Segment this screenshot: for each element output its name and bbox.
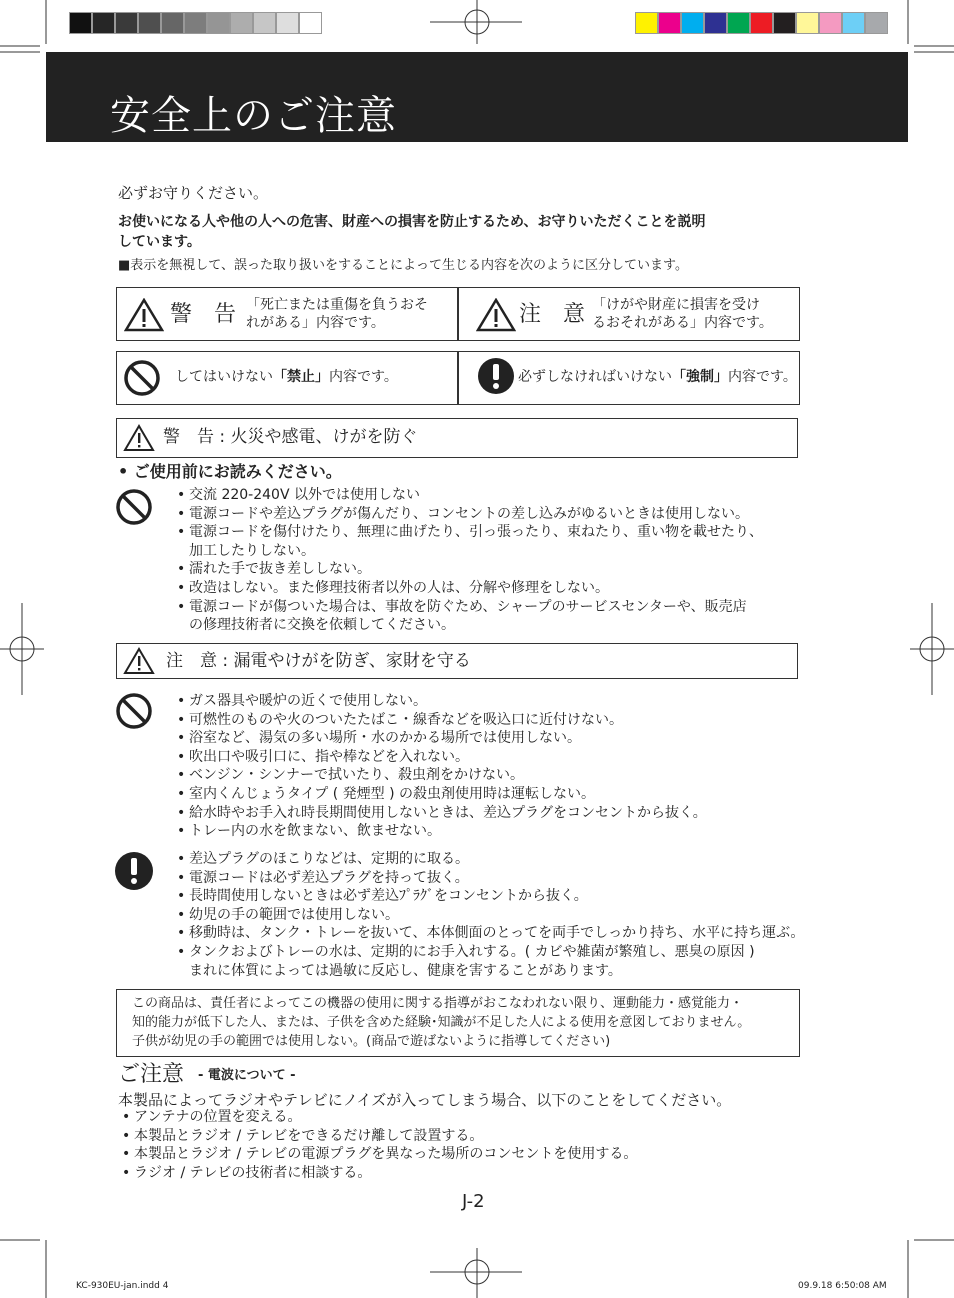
gray-swatch	[92, 12, 115, 34]
list-item: • 可燃性のものや火のついたたばこ・線香などを吸込口に近付けない。	[177, 711, 623, 728]
list-item: • 電源コードが傷ついた場合は、事故を防ぐため、シャープのサービスセンターや、販売店	[177, 598, 747, 615]
intro-line-1: 必ずお守りください。	[118, 184, 269, 202]
caution-triangle-icon	[123, 647, 155, 675]
list-item: • アンテナの位置を変える。	[122, 1109, 302, 1125]
prohibited-icon	[113, 690, 155, 732]
footer-timestamp: 09.9.18 6:50:08 AM	[798, 1281, 887, 1291]
list-item: • ガス器具や暖炉の近くで使用しない。	[177, 693, 427, 709]
list-item: • 電源コードを傷付けたり、無理に曲げたり、引っ張ったり、束ねたり、重い物を載せたり、	[177, 524, 763, 541]
caution-triangle-icon	[476, 298, 516, 332]
prohibited-icon	[113, 486, 155, 528]
list-item: • 吹出口や吸引口に、指や棒などを入れない。	[177, 748, 469, 765]
list-item: • 差込プラグのほこりなどは、定期的に取る。	[177, 851, 469, 867]
list-item: • 濡れた手で抜き差ししない。	[177, 561, 371, 578]
warning-text-2: れがある」内容です。	[246, 315, 385, 331]
notice-line-2: 知的能力が低下した人、または、子供を含めた経験･知識が不足した人による使用を意図しておりません。	[132, 1015, 751, 1030]
color-swatch	[750, 12, 773, 34]
color-swatch	[704, 12, 727, 34]
gray-swatch	[253, 12, 276, 34]
page-title: 安全上のご注意	[110, 93, 397, 139]
warning-triangle-icon	[123, 424, 155, 452]
list-item: • トレー内の水を飲まない、飲ませない。	[177, 823, 441, 840]
list-item: • 電源コードや差込プラグが傷んだり、コンセントの差し込みがゆるいときは使用しない。	[177, 505, 749, 522]
gray-swatch	[276, 12, 299, 34]
color-swatch	[773, 12, 796, 34]
prohibit-legend-text: してはいけない「禁止」内容です。	[175, 369, 398, 385]
color-swatch	[681, 12, 704, 34]
warning-section-title: 警 告 : 火災や感電、けがを防ぐ	[163, 427, 418, 447]
gray-swatch	[138, 12, 161, 34]
color-swatch	[865, 12, 888, 34]
mandatory-legend-text: 必ずしなければいけない「強制」内容です。	[518, 369, 797, 385]
list-item: • 交流 220-240V 以外では使用しない	[177, 487, 420, 503]
list-item: • ラジオ / テレビの技術者に相談する。	[122, 1164, 372, 1181]
notice-line-3: 子供が幼児の手の範囲では使用しない。(商品で遊ばないように指導してください)	[132, 1034, 611, 1049]
intro-line-2a: お使いになる人や他の人への危害、財産への損害を防止するため、お守りいただくことを説明	[118, 214, 706, 230]
list-item: まれに体質によっては過敏に反応し、健康を害することがあります。	[189, 962, 622, 979]
caution-section-title: 注 意 : 漏電やけがを防ぎ、家財を守る	[166, 651, 471, 671]
list-item: • 移動時は、タンク・トレーを抜いて、本体側面のとってを両手でしっかり持ち、水平に持ち運ぶ。	[177, 925, 805, 942]
legend-divider	[457, 287, 459, 341]
list-item: • 幼児の手の範囲では使用しない。	[177, 906, 399, 923]
gray-swatch	[299, 12, 322, 34]
list-item: • 浴室など、湯気の多い場所・水のかかる場所では使用しない。	[177, 730, 581, 747]
warning-label: 警 告	[170, 302, 237, 327]
caution-prohibit-list	[177, 692, 707, 841]
list-item: • 電源コードは必ず差込プラグを持って抜く。	[177, 869, 469, 886]
mandatory-icon	[476, 356, 516, 396]
gray-swatch	[207, 12, 230, 34]
prohibited-icon	[122, 358, 162, 398]
footer-filename: KC-930EU-jan.indd 4	[76, 1281, 169, 1291]
radio-subtitle: - 電波について -	[198, 1068, 296, 1083]
list-item: の修理技術者に交換を依頼してください。	[189, 617, 455, 634]
list-item: • タンクおよびトレーの水は、定期的にお手入れする。( カビや雑菌が繁殖し、悪臭の原因 )	[177, 943, 755, 960]
gray-swatch	[230, 12, 253, 34]
warning-subheading: • ご使用前にお読みください。	[118, 462, 342, 481]
color-swatch	[635, 12, 658, 34]
mandatory-icon	[113, 850, 155, 892]
caution-label: 注 意	[519, 302, 586, 327]
list-item: 加工したりしない。	[189, 542, 315, 559]
page-number: J-2	[462, 1191, 485, 1212]
list-item: • 給水時やお手入れ時長期間使用しないときは、差込プラグをコンセントから抜く。	[177, 804, 707, 821]
radio-title: ご注意	[118, 1062, 185, 1087]
caution-text-1: 「けがや財産に損害を受け	[592, 297, 760, 313]
intro-line-3: ■表示を無視して、誤った取り扱いをすることによって生じる内容を次のように区分しています。	[118, 258, 688, 273]
notice-line-1: この商品は、責任者によってこの機器の使用に関する指導がおこなわれない限り、運動能力・感覚能力・	[132, 996, 744, 1011]
gray-swatch	[184, 12, 207, 34]
list-item: • ベンジン・シンナーで拭いたり、殺虫剤をかけない。	[177, 767, 524, 784]
caution-mandatory-list	[177, 850, 804, 980]
list-item: • 本製品とラジオ / テレビの電源プラグを異なった場所のコンセントを使用する。	[122, 1146, 638, 1163]
list-item: • 長時間使用しないときは必ず差込ﾌﾟﾗｸﾞをコンセントから抜く。	[177, 888, 588, 905]
gray-swatch	[115, 12, 138, 34]
warning-text-1: 「死亡または重傷を負うおそ	[246, 297, 428, 313]
radio-list	[122, 1108, 637, 1182]
list-item: • 室内くんじょうタイプ ( 発煙型 ) の殺虫剤使用時は運転しない。	[177, 785, 596, 802]
legend-divider-2	[457, 351, 459, 405]
color-swatch	[796, 12, 819, 34]
intro-line-2b: しています。	[118, 234, 201, 250]
radio-intro: 本製品によってラジオやテレビにノイズが入ってしまう場合、以下のことをしてください。	[118, 1091, 732, 1109]
color-swatch	[658, 12, 681, 34]
list-item: • 改造はしない。また修理技術者以外の人は、分解や修理をしない。	[177, 579, 609, 596]
warning-triangle-icon	[124, 298, 164, 332]
gray-swatch	[161, 12, 184, 34]
gray-swatch	[69, 12, 92, 34]
color-swatch	[842, 12, 865, 34]
color-swatch	[727, 12, 750, 34]
warning-list	[177, 486, 763, 635]
color-swatch	[819, 12, 842, 34]
list-item: • 本製品とラジオ / テレビをできるだけ離して設置する。	[122, 1127, 484, 1144]
caution-text-2: るおそれがある」内容です。	[592, 315, 773, 331]
